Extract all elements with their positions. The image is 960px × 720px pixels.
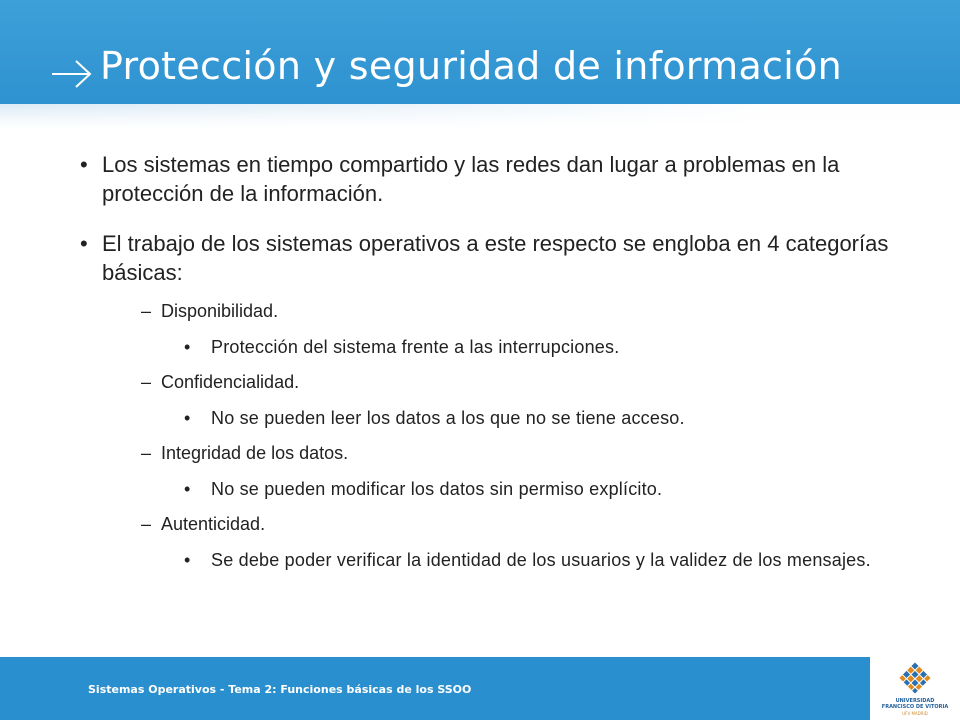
- category-item: [80, 370, 930, 394]
- bullet-marker: •: [184, 408, 191, 428]
- ufv-logo-icon: [898, 661, 932, 695]
- logo-text-name: FRANCISCO DE VITORIA: [881, 704, 949, 710]
- logo-text-tagline: UFV MADRID: [902, 711, 928, 716]
- category-detail: [80, 405, 930, 431]
- arrow-right-icon: [50, 58, 94, 90]
- slide-footer: [0, 657, 870, 720]
- bullet-marker: •: [184, 337, 191, 357]
- bullet-text: El trabajo de los sistemas operativos a este respecto se engloba en 4 categorías básicas:: [102, 231, 889, 285]
- university-logo: [870, 657, 960, 720]
- category-name: Disponibilidad.: [161, 301, 279, 321]
- header-gradient-strip: [0, 104, 960, 128]
- category-detail: [80, 476, 930, 502]
- category-item: [80, 512, 930, 536]
- detail-text: No se pueden leer los datos a los que no se tiene acceso.: [211, 408, 685, 428]
- header-strip-fade: [0, 104, 960, 128]
- category-name: Confidencialidad.: [161, 372, 300, 392]
- dash-marker: –: [141, 372, 152, 392]
- category-name: Integridad de los datos.: [161, 443, 349, 463]
- bullet-marker: •: [80, 231, 88, 256]
- detail-text: Se debe poder verificar la identidad de los usuarios y la validez de los mensajes.: [211, 550, 871, 570]
- slide-body: [80, 150, 930, 583]
- detail-text: No se pueden modificar los datos sin permiso explícito.: [211, 479, 663, 499]
- category-item: [80, 299, 930, 323]
- category-name: Autenticidad.: [161, 514, 266, 534]
- category-detail: [80, 547, 930, 573]
- logo-text-university: UNIVERSIDAD: [895, 698, 935, 704]
- category-detail: [80, 334, 930, 360]
- bullet-item: [80, 150, 930, 208]
- bullet-item: [80, 229, 930, 287]
- bullet-marker: •: [80, 152, 88, 177]
- bullet-text: Los sistemas en tiempo compartido y las redes dan lugar a problemas en la protección de la información.: [102, 152, 840, 206]
- bullet-marker: •: [184, 550, 191, 570]
- slide-title: Protección y seguridad de información: [100, 44, 843, 88]
- bullet-marker: •: [184, 479, 191, 499]
- dash-marker: –: [141, 514, 152, 534]
- category-item: [80, 441, 930, 465]
- footer-text: Sistemas Operativos - Tema 2: Funciones básicas de los SSOO: [88, 683, 472, 696]
- detail-text: Protección del sistema frente a las interrupciones.: [211, 337, 620, 357]
- dash-marker: –: [141, 443, 152, 463]
- dash-marker: –: [141, 301, 152, 321]
